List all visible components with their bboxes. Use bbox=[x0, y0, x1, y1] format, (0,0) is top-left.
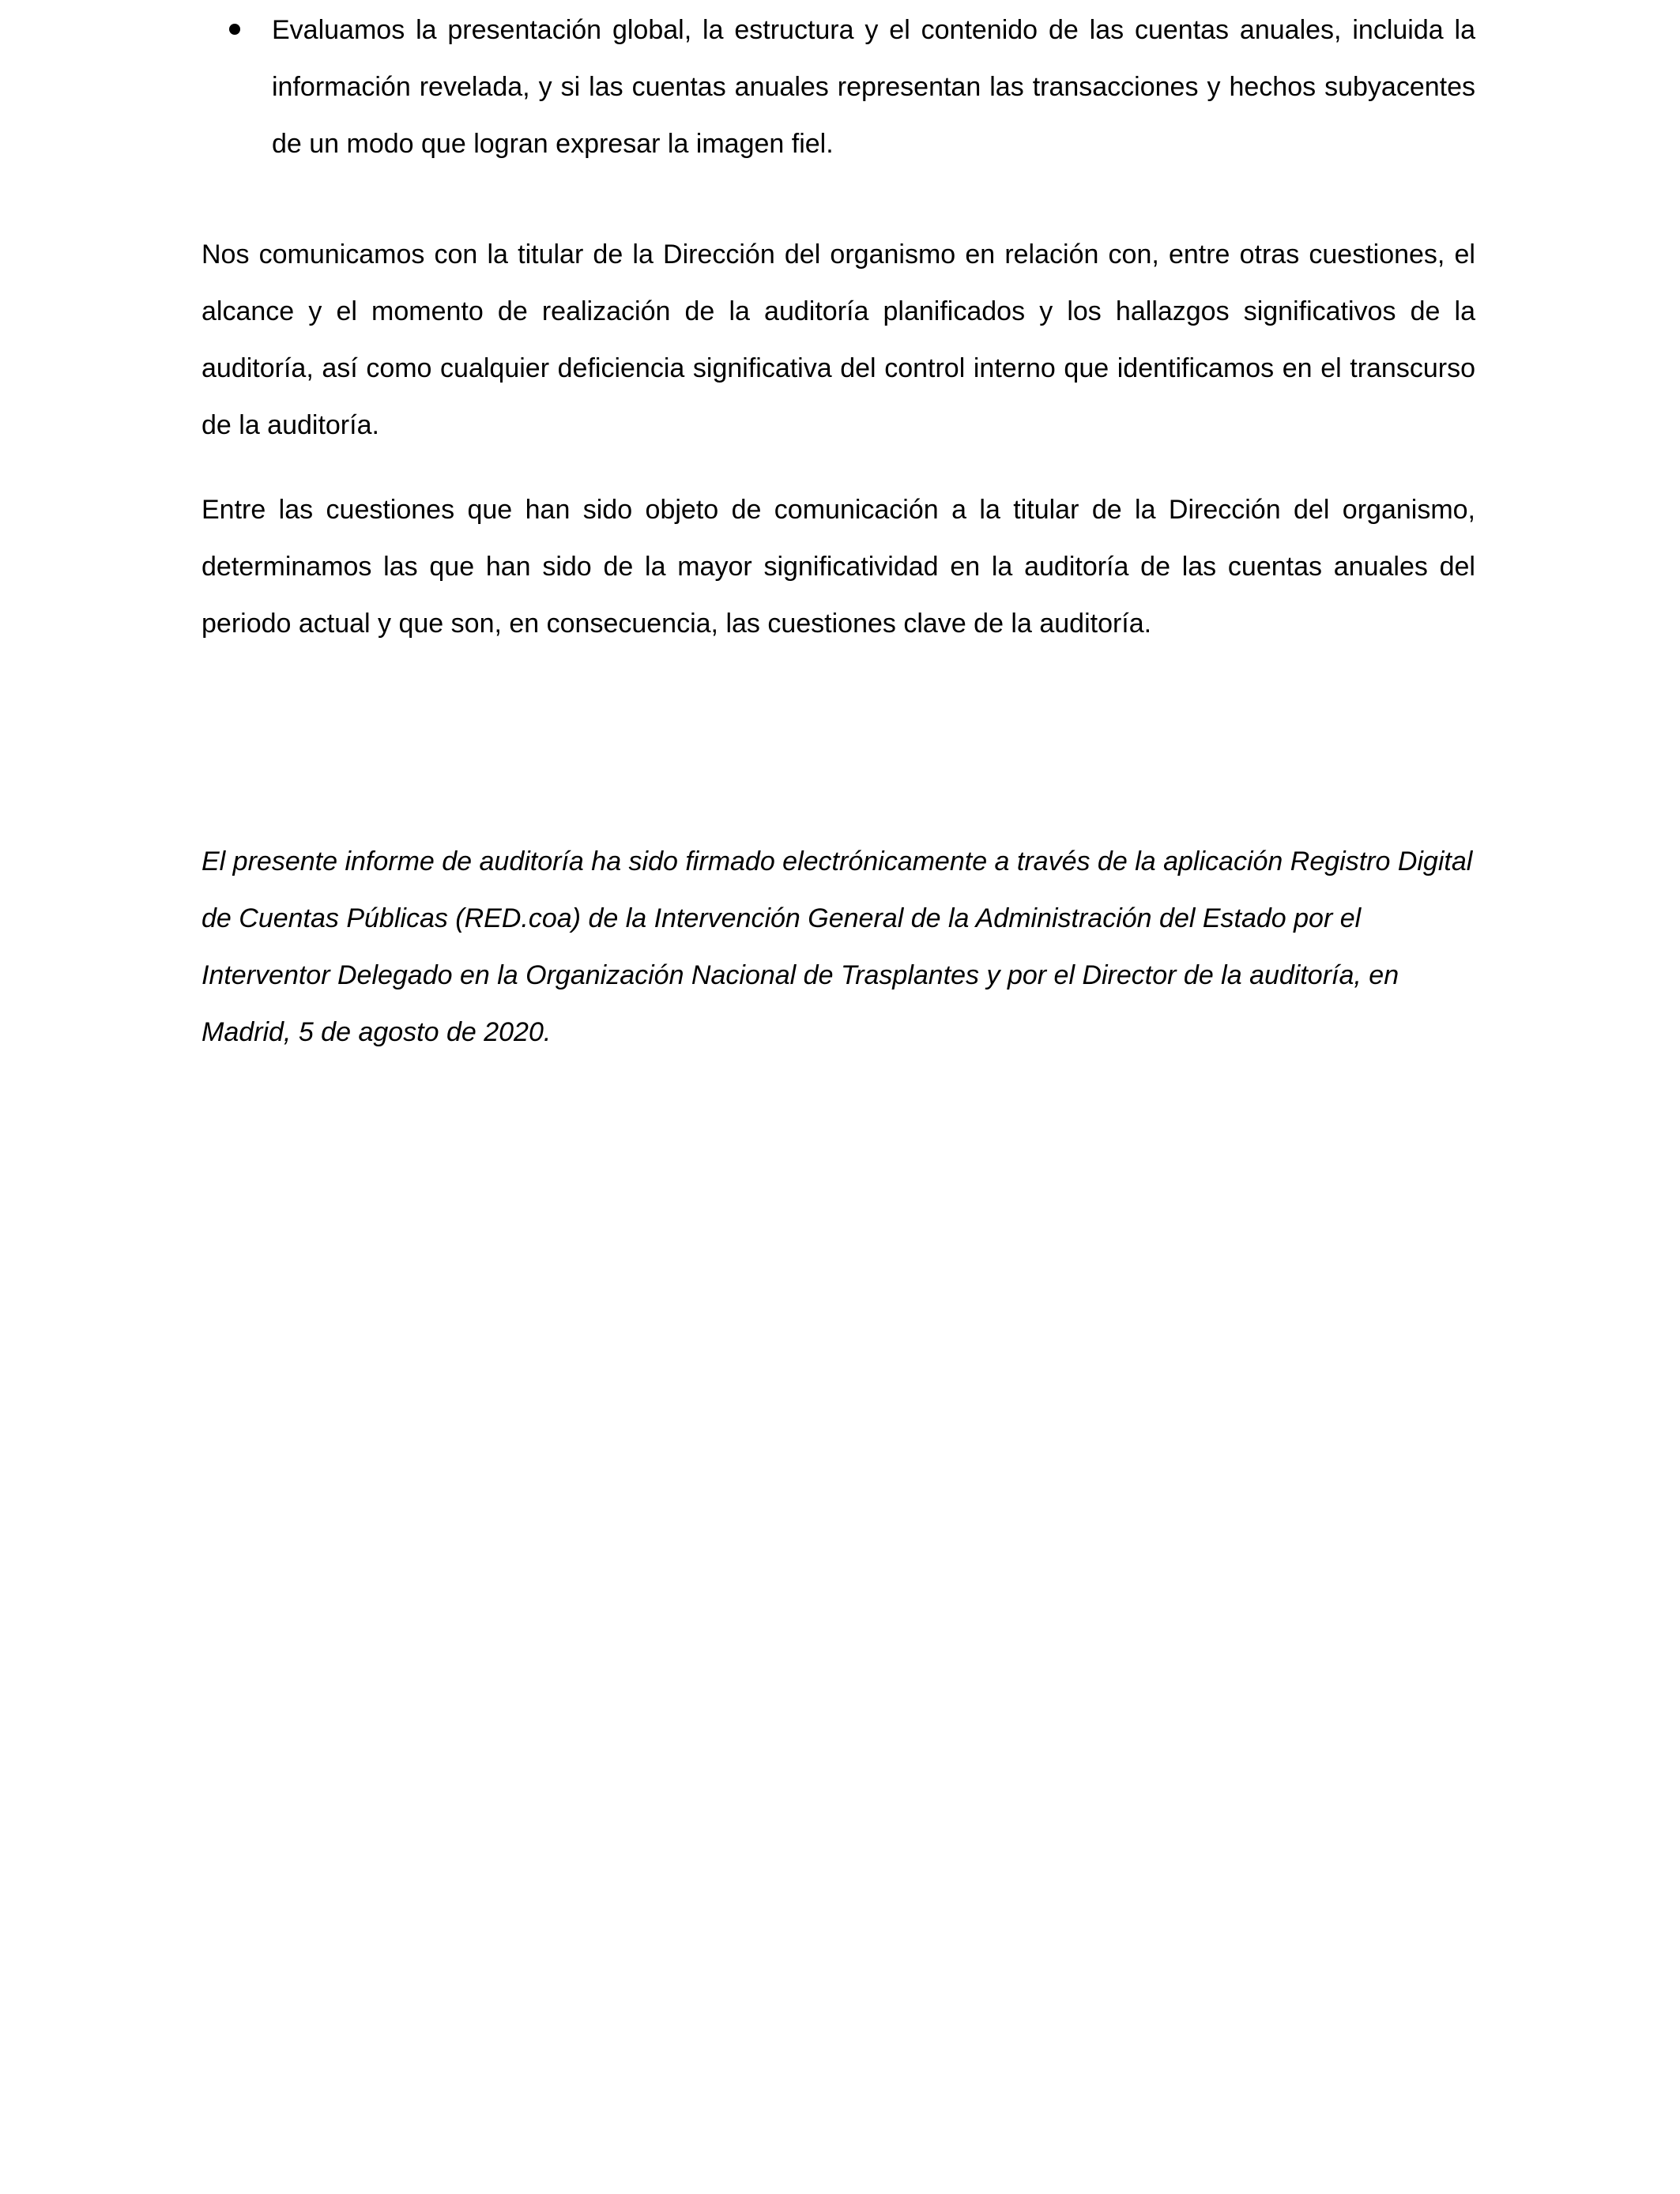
communication-paragraph: Nos comunicamos con la titular de la Dirección del organismo en relación con, entre otras cuestiones, el alcance y el momento de realización de la auditoría planificados y los hallazgos significativos de la auditoría, así como cualquier deficiencia significativa del control interno que identificamos en el transcurso de la auditoría. bbox=[202, 239, 1475, 440]
bullet-item-text: Evaluamos la presentación global, la estructura y el contenido de las cuentas anuales, incluida la información revelada, y si las cuentas anuales representan las transacciones y hechos subyacentes de un modo que logran expresar la imagen fiel. bbox=[272, 15, 1475, 159]
electronic-signature-note: El presente informe de auditoría ha sido firmado electrónicamente a través de la aplicación Registro Digital de Cuentas Públicas (RED.coa) de la Intervención General de la Administración del Estado por el Interventor Delegado en la Organización Nacional de Trasplantes y por el Director de la auditoría, en Madrid, 5 de agosto de 2020. bbox=[202, 846, 1473, 1047]
key-audit-matters-paragraph: Entre las cuestiones que han sido objeto de comunicación a la titular de la Dirección del organismo, determinamos las que han sido de la mayor significatividad en la auditoría de las cuentas anuales del periodo actual y que son, en consecuencia, las cuestiones clave de la auditoría. bbox=[202, 495, 1475, 639]
